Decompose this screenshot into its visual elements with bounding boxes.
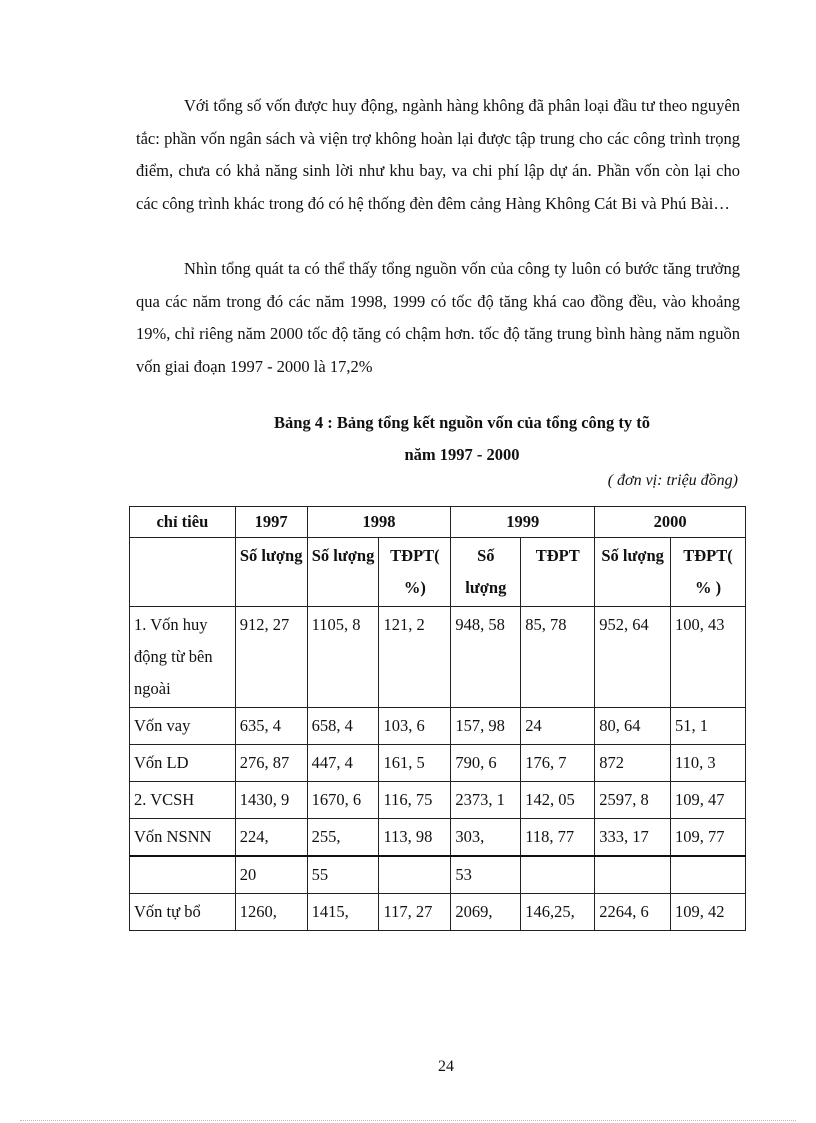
table-cell: 2069,	[451, 894, 521, 931]
table-cell: 1670, 6	[307, 782, 379, 819]
table-cell: 2373, 1	[451, 782, 521, 819]
row-label: Vốn NSNN	[130, 819, 236, 857]
table-cell: 55	[307, 856, 379, 894]
subheader-1998-quantity: Số lượng	[307, 538, 379, 607]
table-row	[130, 894, 746, 931]
table-cell: 2597, 8	[595, 782, 671, 819]
table-cell: 117, 27	[379, 894, 451, 931]
subheader-1999-quantity: Số lượng	[451, 538, 521, 607]
table-title-line-1: Bảng 4 : Bảng tổng kết nguồn vốn của tổng công ty tõ	[274, 413, 650, 432]
table-cell: 85, 78	[521, 607, 595, 708]
table-cell: 948, 58	[451, 607, 521, 708]
table-cell: 53	[451, 856, 521, 894]
table-row	[130, 745, 746, 782]
table-cell: 635, 4	[235, 708, 307, 745]
table-cell: 912, 27	[235, 607, 307, 708]
subheader-2000-growth: TĐPT( % )	[671, 538, 746, 607]
table-row	[130, 782, 746, 819]
table-cell: 142, 05	[521, 782, 595, 819]
subheader-1998-growth: TĐPT( %)	[379, 538, 451, 607]
table-cell: 121, 2	[379, 607, 451, 708]
table-cell: 20	[235, 856, 307, 894]
table-cell	[521, 856, 595, 894]
table-cell: 333, 17	[595, 819, 671, 857]
table-cell: 176, 7	[521, 745, 595, 782]
header-2000: 2000	[595, 507, 746, 538]
table-cell: 161, 5	[379, 745, 451, 782]
table-cell: 276, 87	[235, 745, 307, 782]
table-cell: 109, 47	[671, 782, 746, 819]
table-cell: 872	[595, 745, 671, 782]
table-row	[130, 819, 746, 857]
table-cell	[595, 856, 671, 894]
table-cell: 303,	[451, 819, 521, 857]
table-cell: 113, 98	[379, 819, 451, 857]
header-chitieu: chỉ tiêu	[130, 507, 236, 538]
subheader-1999-growth: TĐPT	[521, 538, 595, 607]
header-1997: 1997	[235, 507, 307, 538]
table-cell: 51, 1	[671, 708, 746, 745]
subheader-1997-quantity: Số lượng	[235, 538, 307, 607]
header-1999: 1999	[451, 507, 595, 538]
table-row	[130, 607, 746, 708]
table-title-line-2: năm 1997 - 2000	[404, 445, 520, 464]
table-cell: 1430, 9	[235, 782, 307, 819]
table-cell: 118, 77	[521, 819, 595, 857]
table-header-row	[130, 507, 746, 538]
row-label: 1. Vốn huy động từ bên ngoài	[130, 607, 236, 708]
table-cell: 447, 4	[307, 745, 379, 782]
table-cell: 790, 6	[451, 745, 521, 782]
table-cell: 1105, 8	[307, 607, 379, 708]
table-cell: 157, 98	[451, 708, 521, 745]
table-cell: 80, 64	[595, 708, 671, 745]
table-row	[130, 708, 746, 745]
row-label: Vốn tự bổ	[130, 894, 236, 931]
table-cell: 1260,	[235, 894, 307, 931]
paragraph-1: Với tổng số vốn được huy động, ngành hàng không đã phân loại đầu tư theo nguyên tắc: phần vốn ngân sách và viện trợ không hoàn lại được tập trung cho các công trình trọng điểm, chưa có khả năng sinh lời như khu bay, va chi phí lập dự án. Phần vốn còn lại cho các công trình khác trong đó có hệ thống đèn đêm cảng Hàng Không Cát Bi và Phú Bài…	[136, 96, 740, 213]
table-cell: 24	[521, 708, 595, 745]
row-label	[130, 856, 236, 894]
table-cell: 658, 4	[307, 708, 379, 745]
page-number: 24	[438, 1058, 454, 1075]
table-cell	[379, 856, 451, 894]
table-cell: 109, 77	[671, 819, 746, 857]
subheader-2000-quantity: Số lượng	[595, 538, 671, 607]
paragraph-2: Nhìn tổng quát ta có thể thấy tổng nguồn vốn của công ty luôn có bước tăng trưởng qua các năm trong đó các năm 1998, 1999 có tốc độ tăng khá cao đồng đều, vào khoảng 19%, chỉ riêng năm 2000 tốc độ tăng có chậm hơn. tốc độ tăng trung bình hàng năm nguồn vốn giai đoạn 1997 - 2000 là 17,2%	[136, 259, 740, 376]
table-cell: 2264, 6	[595, 894, 671, 931]
table-row	[130, 856, 746, 894]
table-cell	[671, 856, 746, 894]
table-cell: 109, 42	[671, 894, 746, 931]
table-cell: 116, 75	[379, 782, 451, 819]
unit-note: ( đơn vị: triệu đồng)	[607, 472, 738, 489]
table-cell: 100, 43	[671, 607, 746, 708]
capital-summary-table	[129, 506, 746, 931]
table-cell: 110, 3	[671, 745, 746, 782]
table-subheader-row	[130, 538, 746, 607]
row-label: Vốn vay	[130, 708, 236, 745]
subheader-empty	[130, 538, 236, 607]
row-label: Vốn LD	[130, 745, 236, 782]
table-cell: 146,25,	[521, 894, 595, 931]
header-1998: 1998	[307, 507, 451, 538]
table-cell: 1415,	[307, 894, 379, 931]
table-cell: 103, 6	[379, 708, 451, 745]
row-label: 2. VCSH	[130, 782, 236, 819]
footer-divider	[20, 1120, 796, 1121]
table-cell: 255,	[307, 819, 379, 857]
table-cell: 952, 64	[595, 607, 671, 708]
table-cell: 224,	[235, 819, 307, 857]
